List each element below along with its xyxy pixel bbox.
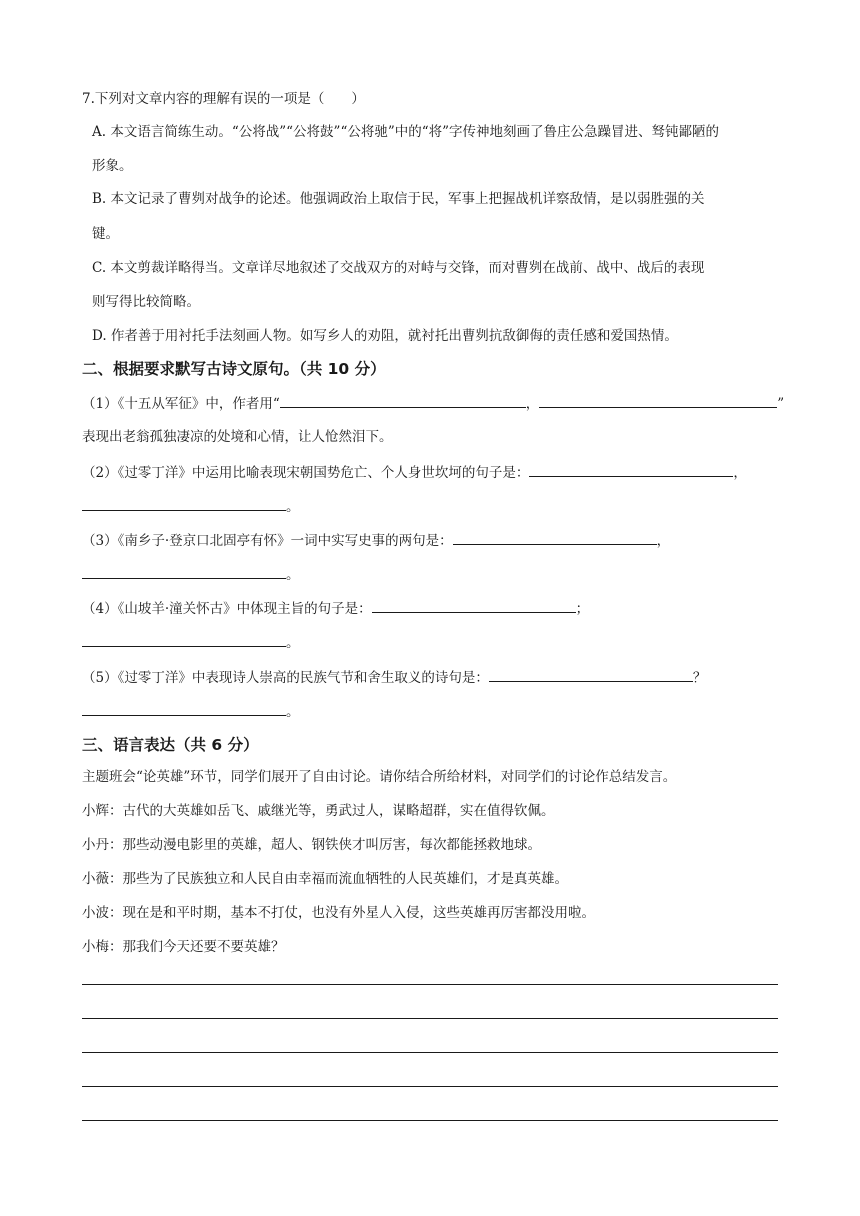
s2-q5-blank2[interactable] [82, 701, 286, 716]
s2-q4-line1: （4）《山坡羊·潼关怀古》中体现主旨的句子是： ； [82, 598, 589, 619]
s2-q4-prompt: （4）《山坡羊·潼关怀古》中体现主旨的句子是： [82, 601, 372, 617]
s2-q2-line1: （2）《过零丁洋》中运用比喻表现宋朝国势危亡、个人身世坎坷的句子是： ， [82, 462, 747, 483]
s2-q2-blank2[interactable] [82, 496, 286, 511]
s2-q1-blank2[interactable] [539, 393, 777, 408]
q7-option-c-line1: C. 本文剪裁详略得当。文章详尽地叙述了交战双方的对峙与交锋，而对曹刿在战前、战中、战后的表现 [92, 260, 705, 276]
s2-q4-blank1[interactable] [372, 598, 576, 613]
answer-line[interactable] [82, 1052, 778, 1053]
q7-option-a-line2: 形象。 [92, 158, 133, 174]
s2-q4-blank2[interactable] [82, 632, 286, 647]
s3-intro: 主题班会“论英雄”环节，同学们展开了自由讨论。请你结合所给材料，对同学们的讨论作总结发言。 [82, 769, 677, 785]
s2-q3-blank1[interactable] [453, 530, 657, 545]
s3-statement-xiaomei: 小梅：那我们今天还要不要英雄？ [82, 939, 285, 955]
s2-q5-blank1[interactable] [489, 667, 693, 682]
answer-line[interactable] [82, 1018, 778, 1019]
s2-q2-blank1[interactable] [529, 462, 733, 477]
s2-q1-line2: 表现出老翁孤独凄凉的处境和心情，让人怆然泪下。 [82, 429, 393, 445]
s2-q1-line1: （1）《十五从军征》中，作者用“ ， ” [82, 393, 784, 414]
section2-title: 二、根据要求默写古诗文原句。（共 10 分） [82, 360, 386, 378]
s3-statement-xiaobo: 小波：现在是和平时期，基本不打仗，也没有外星人入侵，这些英雄再厉害都没用啦。 [82, 905, 595, 921]
s2-q1-blank1[interactable] [280, 393, 526, 408]
answer-line[interactable] [82, 984, 778, 985]
section3-title: 三、语言表达（共 6 分） [82, 736, 259, 754]
q7-option-d: D. 作者善于用衬托手法刻画人物。如写乡人的劝阻，就衬托出曹刿抗敌御侮的责任感和爱国热情。 [92, 328, 678, 344]
s2-q3-blank2[interactable] [82, 564, 286, 579]
s3-statement-xiaodan: 小丹：那些动漫电影里的英雄，超人、钢铁侠才叫厉害，每次都能拯救地球。 [82, 837, 541, 853]
s2-q5-line2: 。 [82, 701, 300, 722]
q7-option-a-line1: A. 本文语言简练生动。“公将战”“公将鼓”“公将驰”中的“将”字传神地刻画了鲁庄公急躁冒进、驽钝鄙陋的 [92, 124, 720, 140]
s2-q5-prompt: （5）《过零丁洋》中表现诗人崇高的民族气节和舍生取义的诗句是： [82, 670, 489, 686]
q7-option-b-line2: 键。 [92, 226, 119, 242]
q7-option-c-line2: 则写得比较简略。 [92, 294, 200, 310]
s3-statement-xiaohui: 小辉：古代的大英雄如岳飞、戚继光等，勇武过人，谋略超群，实在值得钦佩。 [82, 803, 555, 819]
q7-stem: 7.下列对文章内容的理解有误的一项是（ ） [82, 91, 365, 107]
s2-q4-line2: 。 [82, 632, 300, 653]
s2-q5-line1: （5）《过零丁洋》中表现诗人崇高的民族气节和舍生取义的诗句是： ？ [82, 667, 706, 688]
exam-page [82, 0, 785, 1216]
s2-q3-prompt: （3）《南乡子·登京口北固亭有怀》一词中实写史事的两句是： [82, 533, 453, 549]
s2-q1-prompt: （1）《十五从军征》中，作者用“ [82, 396, 280, 412]
answer-line[interactable] [82, 1120, 778, 1121]
s2-q3-line2: 。 [82, 564, 300, 585]
s2-q2-line2: 。 [82, 496, 300, 517]
s2-q2-prompt: （2）《过零丁洋》中运用比喻表现宋朝国势危亡、个人身世坎坷的句子是： [82, 465, 530, 481]
answer-line[interactable] [82, 1086, 778, 1087]
s2-q3-line1: （3）《南乡子·登京口北固亭有怀》一词中实写史事的两句是： ， [82, 530, 670, 551]
q7-option-b-line1: B. 本文记录了曹刿对战争的论述。他强调政治上取信于民，军事上把握战机详察敌情，是以弱胜强的关 [92, 191, 705, 207]
s3-statement-xiaowei: 小薇：那些为了民族独立和人民自由幸福而流血牺牲的人民英雄们，才是真英雄。 [82, 871, 568, 887]
